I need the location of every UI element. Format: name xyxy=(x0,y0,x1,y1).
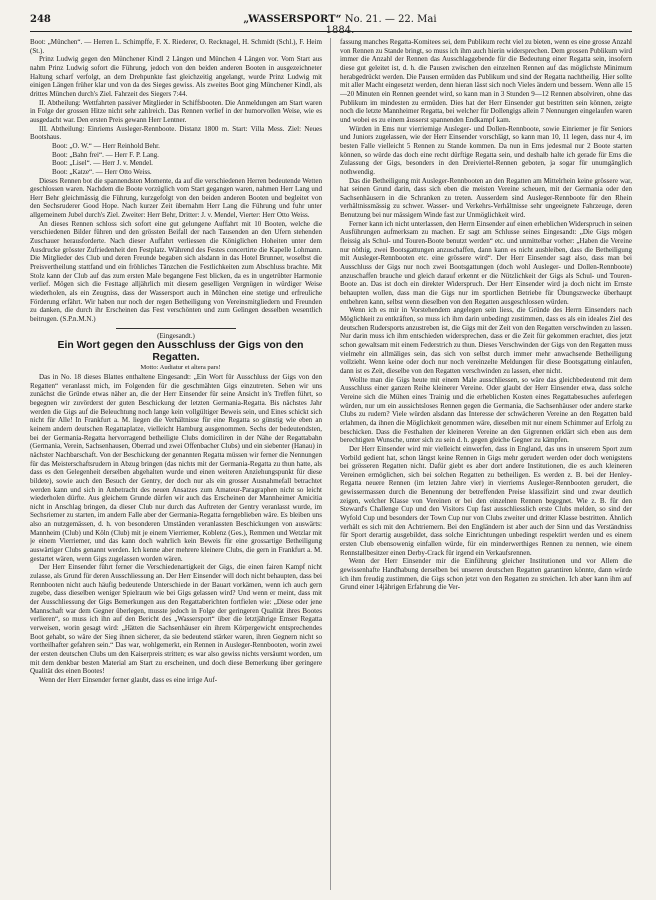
article-paragraph: Das in No. 18 dieses Blattes enthaltene Eingesandt: „Ein Wort für Ausschluss der Gigs von den Regatten“ veranlasst mich, im Folgenden für die geschmähten Gigs einzutreten. Sehen wir uns zunächst die Gründe etwas näher an, die der Herr Einsender für seine Ansicht in's Treffen führt, so begegnen wir zuvörderst der guten Beschickung der letzten Germania-Regatta. Bis nächstes Jahr werden die Gigs auf die Beleuchtung noch lange kein vollgültiger Beweis sein, und Eines schickt sich nicht für Alle! In Frankfurt a. M. liegen die Verhältnisse für eine Regatta so günstig wie eben an keinem andern deutschen Regattaplatze, vielleicht Hamburg ausgenommen. Sechs der bedeutendsten, bei der Germania-Regatta hervorragend betheiligte Clubs domiciliren in der Nähe der Regattabahn (Germania, Verein, Sachsenhausen, Oberrad und zwei Offenbacher Clubs) und ein siebenter (Hanau) in nächster Nachbarschaft. Von der Beschickung der genannten Regatta müssen wir ferner die Nennungen für das Meisterschaftsrudern in Abzug bringen (das nichts mit der Germania-Regatta zu thun hatte, als dass es den Gelegenheit derselben abgehalten wurde und einen weiteren Anziehungspunkt für diese bildete), sowie auch den Besuch der Gentry, der doch nur als ein grosser Ausnahmefall betrachtet werden kann und sich in Anbetracht des neuen Ansatzes zum Amateur-Paragraphen nicht so leicht wiederholen dürfte. Aus gleichem Grunde dürfen wir auch das Erscheinen der Mannheimer Amicitia nicht in Anschlag bringen, da dieser Club nur durch das Auftreten der Gentry veranlasst wurde, im Sechsriemer zu starten, im andern Falle aber der Germania-Regatta ferngeblieben wäre. Es bleiben uns also an nutzgemässen, d. h. von besonderen Umständen veranlassten Beschickungen von auswärts: Mannheim (Club) und Köln (Club) mit je einem Vierriemer, Koblenz (Ges.), Remmen und Wetzlar mit je einem Vierriemer, und das kann doch wahrlich kein Beweis für eine grossartige Betheiligung auswärtiger Clubs genannt werden. Ich kenne aber mehrere kleinere Clubs, die gern in Frankfurt a. M. gestartet wären, wenn Gigs zugelassen worden wären. xyxy=(30,372,322,563)
page-number: 248 xyxy=(30,14,51,25)
article-paragraph: Wenn der Herr Einsender mir die Einführung gleicher Institutionen und vor Allem die gewissenhafte Handhabung derselben bei unseren deutschen Regatten garantiren könnte, dann würde ich ihm freudig zustimmen, die Gigs schon jetzt von den Regatten zu streichen. Ich aber kann ihm auf Grund einer 14jährigen Erfahrung die Ver- xyxy=(340,557,632,592)
article-paragraph: Würden in Ems nur vierriemige Ausleger- und Dollen-Rennboote, sowie Einriemer je für Seniors und Juniors zugelassen, wie der Herr Einsender vorschlägt, so kann man 10, 11 legen, dass nur 4, im besten Falle vielleicht 5 Rennen zu Stande kommen. Da nun in Ems jedesmal nur 2 Boote starten können, so würde das doch eine recht dürftige Regatta sein, und deshalb halte ich gerade für Ems die Zulassung der Gigs, besonders in den Dreiviertel-Rennen geboten, ja sogar für unumgänglich nothwendig. xyxy=(340,124,632,176)
article-motto: Motto: Audiatur et altera pars! xyxy=(140,364,221,372)
article-paragraph: Wenn ich es mir in Vorstehendem angelegen sein liess, die Gründe des Herrn Einsenders nach Möglichkeit zu entkräften, so muss ich ihm darin unbedingt zustimmen, dass es als ein ideales Ziel des deutschen Rudersports anzustreben ist, die Gigs mit der Zeit von den Regatten verschwinden zu lassen. Nur darin muss ich ihm entschieden widersprechen, dass er die Zeit für gekommen erachtet, dies jetzt schon gewaltsam mit einem Federstrich zu thun. Dieses Verschwinden der Gigs von den Regatten muss vielmehr ein allmäliges sein, das sich von selbst durch immer mehr anwachsende Betheiligung vollzieht. Wenn keine oder doch nur noch vereinzelte Meldungen für diese Bootsgattung einlaufen, dann ist es Zeit, dieselbe von den Regatten verschwinden zu lassen, eher nicht. xyxy=(340,306,632,375)
journal-title: „WASSERSPORT“ xyxy=(243,14,342,25)
masthead-title xyxy=(230,14,450,36)
kicker: (Eingesandt.) xyxy=(157,331,195,340)
issue-date: No. 21. — 22. Mai xyxy=(344,14,437,25)
article-paragraph: Wollte man die Gigs heute mit einem Male ausschliessen, so wäre das gleichbedeutend mit dem Ausschluss einer ganzen Reihe kleinerer Vereine. Oder glaubt der Herr Einsender etwa, dass solche Vereine sich die Mühen eines Trainig und die erheblichen Kosten eines Regattabesuches auferlegen würden, nur um ein aussichtsloses Rennen gegen die Germania, die Sachsenhäuser oder andere starke Clubs zu rudern? Viele würden alsdann das Interesse der schwächeren Vereine an den Regatten bald erlahmen, da ihnen die Möglichkeit genommen wäre, dieselben mit nur einem Schimmer auf Erfolg zu beschicken. Dass die Festhalten der kleineren Vereine an den Gigrennen erklärt sich eben aus dem berechtigten Wunsche, unter sich zu sein d. h. gegen gleiche Gegner zu kämpfen. xyxy=(340,375,632,445)
article-paragraph: Der Herr Einsender wird mir vielleicht einwerfen, dass in England, das uns in unserem Sport zum Vorbild gedient hat, schon längst keine Rennen in Gigs mehr gerudert werden oder doch wenigstens bei grösseren Regatten nicht. Dafür giebt es aber dort andere Institutionen, die es auch kleineren Vereinen ermöglichen, sich bei solchen Regatten zu betheiligen. Es werden z. B. bei der Henley-Regatta neuere Rennen (im letzten Jahre vier) in vierriems Ausleger-Rennbooten gerudert, die gewissermassen durch die Benennung der betreffenden Preise klassifizirt sind und zwar deutlich zeigen, welcher Klasse von Vereinen er bei den einzelnen Rennen begegnet. Wie z. B. für den Steward's Challenge Cup und den Visitors Cup fast ausschliesslich erste Clubs melden, so sind der Wyfold Cup und besonders der Town Cup nur von Clubs zweiter und dritter Klasse bestritten. Ähnlich verhält es sich mit den Achtriemern. Bei den Engländern ist aber auch der Sinn und das Verständniss für Sport derartig ausgebildet, dass solche Einrichtungen unbedingt respektirt werden und es einem ersten Club ebensowenig einfallen würde, für ein minderwerthiges Rennen zu nennen, wie einem Rennstallbesitzer einen Derby-Crack für irgend ein Verkaufsrennen. xyxy=(340,444,632,557)
race-paragraph: Dieses Rennen bot die spannendsten Momente, da auf die verschiedenen Herren bedeutende Wetten geschlossen waren. Nachdem die Boote vorzüglich vom Start gegangen waren, nahmen Herr Lang und Herr Behr gleichmässig die Führung, kurzgefolgt von den beiden anderen Booten und begleitet von den Sechsruderer Good Hope. Nach kurzer Zeit übernahm Herr Lang die Führung und fuhr unter allgemeinem Jubel durch's Ziel. Zweiter: Herr Behr, Dritter: J. v. Mendel, Vierter: Herr Otto Weiss. xyxy=(30,176,322,220)
column-rule xyxy=(330,38,331,890)
boat-entry: Boot: „Lisel“. — Herr J. v. Mendel. xyxy=(52,159,153,168)
boat-entry: Boot: „O. W.“ — Herr Reinhold Behr. xyxy=(52,141,160,150)
section-iii-paragraph: III. Abtheilung: Einriems Ausleger-Rennboote. Distanz 1800 m. Start: Villa Mess. Ziel: Neues Bootshaus. xyxy=(30,124,322,142)
boat-entry: Boot: „Bahn frei“. — Herr F. P. Lang. xyxy=(52,150,159,159)
article-paragraph: Wenn der Herr Einsender ferner glaubt, dass es eine irrige Auf- xyxy=(39,675,218,684)
race-paragraph: An dieses Rennen schloss sich sofort eine gut gelungene Auffahrt mit 10 Booten, welche die verschiedenen Bilder führen und den grössten Beifall der nach Tausenden an den Ufern stehenden Zuschauer herausforderte. Nach dieser Auffahrt verliessen die Königlichen Hoheiten unter dem Ausdrucke grösster Zufriedenheit den Festplatz. Während des Festes concertirte die Kapelle Lohmann. Die Mitglieder des Club und deren Freunde begaben sich alsdann in das Hotel Brunner, woselbst die Preisvertheilung stattfand und ein fröhliches Tänzchen die Festlichkeiten zum Abschluss brachte. Mit Stolz kann der Club auf das zum ersten Male begangene Fest blicken, da es in ungetrübter Harmonie verlief. Mögen sich die Festtage alljährlich mit diesem geselligen Vergnügen in würdiger Weise wiederholen, als ein Zeugniss, dass der Wassersport auch in München eine stetige und erfreuliche Förderung erfährt. Wir haben nur noch der regen Betheiligung von Vereinsmitgliedern und Freunden zu danken, die durch ihr Erscheinen das Fest verschönten und zum Gelingen desselben wesentlich beitrugen. (S.P.n.M.N.) xyxy=(30,219,322,323)
header-rule xyxy=(30,31,632,32)
article-paragraph: fassung manches Regatta-Komitees sei, dem Publikum recht viel zu bieten, wenn es eine grosse Anzahl von Rennen zu Stande bringt, so muss ich ihm auch hierin widersprechen. Dem grossen Publikum wird immer die Anzahl der Rennen das Ausschlaggebende für die Bedeutung einer Regatta sein, insofern diese gut geleitet ist, d. h. die Pausen zwischen den einzelnen Rennen auf das möglichste Minimum herabgedrückt werden. Die Pausen ermüden das Publikum und sind der Regatta nachtheilig. Hier sollte mit aller Macht eingesetzt werden, denn hieran lässt sich noch Vieles ändern und bessern. Wenn alle 15—20 Minuten ein Rennen geendet wird, so kann man in 3 Stunden 9—12 Rennen absolviren, ohne das Publikum im mindesten zu ermüden. Dies hat der Herr Einsender gut bestritten sein können, zeigte noch die letzte Mannheimer Regatta, bei welcher für Dollengigs allein 7 Nennungen eingelaufen waren und wobei es zu einem äusserst spannenden Endkampf kam. xyxy=(340,38,632,124)
section-divider xyxy=(116,328,236,329)
section-ii-paragraph: II. Abtheilung: Wettfahrten passiver Mitglieder in Schiffsbooten. Die Anmeldungen am Start waren in Folge der grossen Hitze nicht sehr zahlreich. Das Rennen verlief in der humorvollen Weise, wie es ausgedacht war. Den ersten Preis gewann Herr Lentner. xyxy=(30,98,322,124)
left-column xyxy=(30,38,322,890)
article-paragraph: Der Herr Einsender führt ferner die Verschiedenartigkeit der Gigs, die einen fairen Kampf nicht zulasse, als Grund für deren Ausschliessung an. Der Herr Einsender will doch nicht behaupten, dass bei Rennbooten nicht auch häufig bedeutende Unterschiede in der Bauart vorkämen, wenn ich auch gern zugebe, dass dieselben weniger Spielraum wie bei Gigs gelassen wird? Und wenn er meint, dass mit der Ausschliessung der Gigs Bemerkungen aus den Regattaberichten fortfielen wie: „Diese oder jene Mannschaft war dem Gegner überlegen, musste jedoch in Folge der geringeren Qualität ihres Bootes verlieren“, so muss ich ihn auf den Bericht des „Wassersport“ über die letztjährige Emser Regatta verweisen, worin gesagt wird: „Hätten die Sachsenhäuser ein ihrem Körpergewicht entsprechendes Boot gehabt, so wäre der Sieg ihnen sicherer, da sie bedeutend stärker waren, ihren Gegnern nicht so vortheilhafter gefahren sein.“ Das war, wohlgemerkt, ein Rennen in Ausleger-Rennbooten, worin zwei der ersten deutschen Clubs um den Kaiserpreis stritten; es war also gewiss nichts versäumt worden, um mit dem denkbar besten Material am Start zu erscheinen, und doch diese Bemerkung über geringere Qualität des einen Bootes! xyxy=(30,563,322,676)
boat-entry: Boot: „Katze“. — Herr Otto Weiss. xyxy=(52,167,152,176)
crew-paragraph: Boot: „München“. — Herren L. Schimpffe, F. X. Riederer, O. Recknagel, H. Schmidt (Schl.), F. Heim (St.). xyxy=(30,38,322,55)
article-headline: Ein Wort gegen den Ausschluss der Gigs von den Regatten. xyxy=(57,340,304,364)
article-paragraph: Das die Betheiligung mit Ausleger-Rennbooten an den Regatten am Mittelrhein keine grössere war, hat seinen Grund darin, dass sich eben die meisten Vereine scheuen, mit der Germania oder den Sachsenhäusern in die Schranken zu treten. Ausserdem sind Ausleger-Rennboote für den Rhein verhältnissmässig zu schwer. Wasser- und Verkehrs-Verhältnisse sehr ungeeignete Fahrzeuge, deren Benutzung bei nur mässigem Winde fast zur Unmöglichkeit wird. xyxy=(340,176,632,220)
right-column xyxy=(340,38,632,890)
article-paragraph: Ferner kann ich nicht unterlassen, den Herrn Einsender auf einen erheblichen Widerspruch in seinen Ausführungen aufmerksam zu machen. Er sagt am Schlusse seines Eingesandt: „Die Gigs mögen fleissig als Schul- und Touren-Boote benutzt werden“ etc. und unmittelbar vorher: „Haben die Vereine nur nöthig, zwei Bootsgattungen anzuschaffen, dann kann es nicht ausbleiben, dass die Betheiligung mit Ausleger-Rennbooten etc. eine grössere wird“. Der Herr Einsender sagt also, dass man bei Ausschluss der Gigs nur noch zwei Bootsgattungen (doch wohl Ausleger- und Dollen-Rennboote) anzuschaffen brauche und gleich darauf erkennt er die Nützlichkeit der Gigs als Schul- und Touren-Boote an. Das ist doch ein direkter Widerspruch. Der Herr Einsender wird ja doch nicht im Ernste behaupten wollen, dass man die Gigs nur im sportlichen Betriebe für Übungszwecke überhaupt entbehren kann, selbst wenn dieselben von den Regatten ausgeschlossen würden. xyxy=(340,219,632,306)
page-header xyxy=(30,14,632,30)
race-report-paragraph: Prinz Ludwig gegen den Münchener Kindl 2 Längen und München 4 Längen vor. Vom Start aus nahm Prinz Ludwig sofort die Führung, jedoch von den beiden anderen Booten in ausgezeichneter Haltung scharf verfolgt, an dem Drehpunkte fast gleichzeitig angelangt, wurde Prinz Ludwig mit einigen Längen früher klar und von da des Sieges gewiss. Als zweites Boot ging Münchener Kindl, als drittes München durch's Ziel. Fahrzeit des Siegers 7:44. xyxy=(30,55,322,98)
